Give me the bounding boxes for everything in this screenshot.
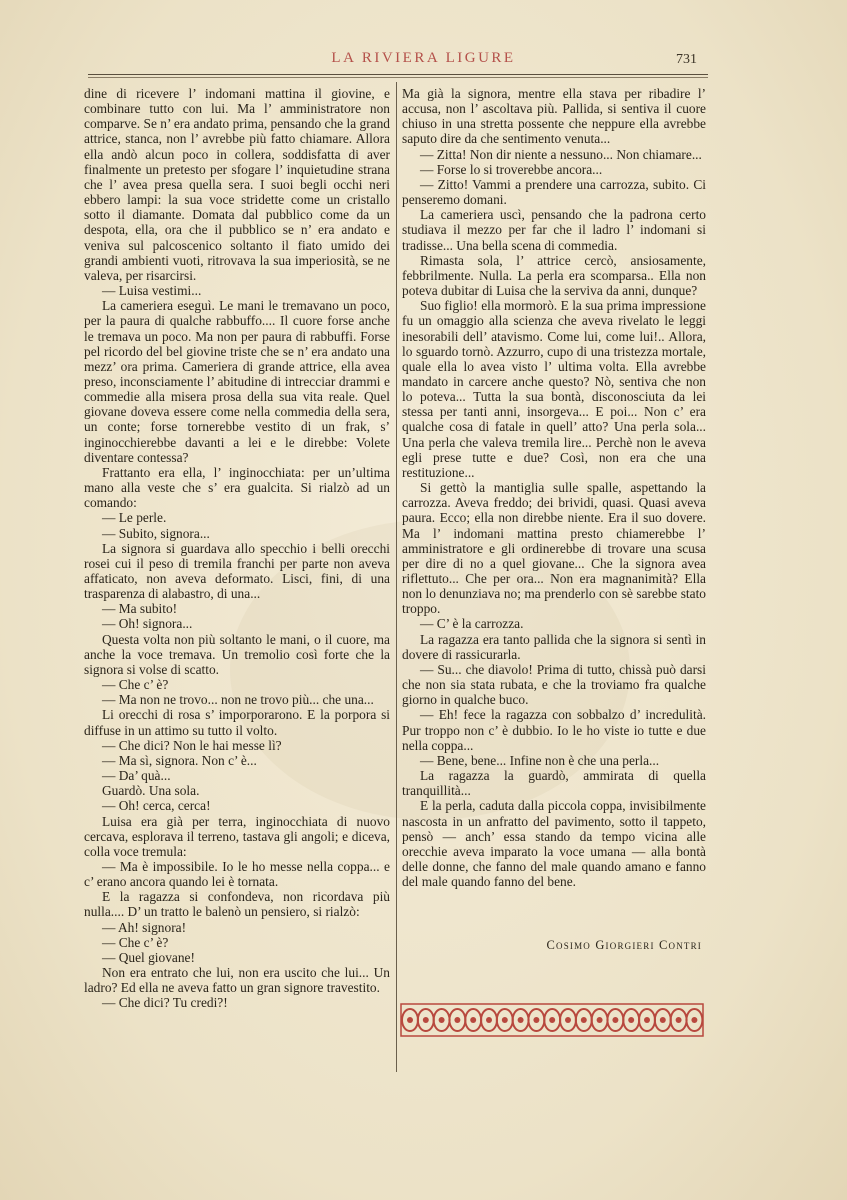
paragraph: — C’ è la carrozza. [420, 616, 524, 632]
paragraph: — Da’ quà... [102, 768, 171, 784]
paragraph: Questa volta non più soltanto le mani, o il cuore, ma anche la voce tremava. Un tremolio così forte che la signora si volse di scatto. [84, 631, 390, 677]
paragraph: — Ma è impossibile. Io le ho messe nella coppa... e c’ erano ancora quando lei è tornata. [84, 858, 390, 890]
paragraph: — Ma sì, signora. Non c’ è... [102, 752, 257, 768]
paragraph: — Zitto! Vammi a prendere una carrozza, subito. Ci penseremo domani. [402, 176, 706, 208]
paragraph: Luisa era già per terra, inginocchiata di nuovo cercava, esplorava il terreno, tastava gli angoli; e diceva, colla voce tremula: [84, 813, 390, 859]
paragraph: — Che c’ è? [102, 677, 169, 693]
paragraph: Suo figlio! ella mormorò. E la sua prima impressione fu un omaggio alla scienza che aveva rivelato le leggi inesorabili dell’ atavismo. Come lui, come lui!.. Allora, lo sguardo tornò. Azzurro, cupo di una tristezza mortale, quale ella lo avea visto l’ ultima volta. Ella avrebbe mandato in carcere anche questo? Nò, sentiva che non lo poteva... Tutta la sua bontà, disconosciuta da lei stessa per tanti anni, insorgeva... E poi... Non c’ era qualche cosa di fatale in quell’ atto? Una perla sola... Una perla che valeva tremila lire... Perchè non le aveva egli prese tutte e due? Così, non era che una restituzione... [402, 298, 706, 480]
paragraph: dine di ricevere l’ indomani mattina il giovine, e combinare tutto con lui. Ma l’ amministratore non comparve. Se n’ era andato prima, pensando che la grand attrice, stanca, non l’ avrebbe più fatto chiamare. Allora ella andò alcun poco in collera, soddisfatta di aver finalmente un pretesto per sfogare l’ inquietudine strana che l’ avea presa quella sera. I suoi begli occhi neri ebbero lampi: la sua voce stridette come un cristallo sotto il diamante. Domata dal pubblico come da un despota, ella, ora che il pubblico se n’ era andato e veniva sul palcoscenico soltanto il fiato umido dei grandi ambienti vuoti, ritrovava la sua imperiosità, se ne valeva, per risarcirsi. [84, 86, 390, 283]
paragraph: Li orecchi di rosa s’ imporporarono. E la porpora si diffuse in un attimo su tutto il volto. [84, 707, 390, 738]
paragraph: — Bene, bene... Infine non è che una perla... [420, 752, 660, 768]
paragraph: — Su... che diavolo! Prima di tutto, chissà può darsi che non sia stata rubata, e che la troviamo fra qualche giorno in qualche buco. [402, 661, 706, 708]
paragraph: Guardò. Una sola. [102, 783, 200, 799]
paragraph: — Ma subito! [102, 601, 178, 617]
paragraph: — Ah! signora! [102, 919, 187, 935]
text-column-right [402, 86, 706, 889]
paragraph: Rimasta sola, l’ attrice cercò, ansiosamente, febbrilmente. Nulla. La perla era scomparsa.. Ella non poteva dubitar di Luisa che la serviva da anni, dunque? [402, 252, 706, 299]
paragraph: — Le perle. [102, 510, 167, 526]
paragraph: La ragazza era tanto pallida che la signora si sentì in dovere di rassicurarla. [402, 631, 706, 662]
paragraph: — Quel giovane! [102, 949, 195, 965]
paragraph: E la ragazza si confondeva, non ricordava più nulla.... D’ un tratto le balenò un pensiero, si rialzò: [84, 889, 390, 920]
paragraph: La cameriera uscì, pensando che la padrona certo studiava il mezzo per far che il ladro l’ indomani si tradisse... Una bella scena di commedia. [402, 207, 706, 253]
paragraph: E la perla, caduta dalla piccola coppa, invisibilmente nascosta in un anfratto del pavimento, sotto il tappeto, pensò — anch’ essa stando da tempo vicina alle orecchie aveva imparato la voce umana — alla bontà delle donne, che fanno del male quando amano e fanno del male quando fanno del bene. [402, 798, 706, 890]
author-signature: Cosimo Giorgieri Contri [546, 938, 702, 952]
header-rule [88, 74, 708, 75]
paragraph: — Zitta! Non dir niente a nessuno... Non chiamare... [420, 146, 702, 162]
paragraph: — Eh! fece la ragazza con sobbalzo d’ incredulità. Pur troppo non c’ è dubbio. Io le ho viste io tutte e due nella coppa... [402, 707, 706, 753]
paragraph: — Oh! signora... [102, 616, 193, 632]
publication-title: LA RIVIERA LIGURE [331, 50, 516, 66]
column-divider [396, 82, 397, 1072]
paragraph: — Che dici? Non le hai messe lì? [102, 737, 282, 753]
paragraph: La cameriera eseguì. Le mani le tremavano un poco, per la paura di qualche rabbuffo.... Il cuore forse anche le tremava un poco. Ma non per paura di rabbuffi. Forse pel ricordo del bel giovine triste che se n’ era andato una mezz’ ora prima. Cameriera di grande attrice, ella avea preso, inconsciamente l’ abitudine di intrecciar drammi e commedie alla misera prosa della sua vita reale. Quel giovane doveva essere come nella commedia della sera, un conte; forse tornerebbe vestito di un frak, s’ inginocchierebbe davanti a lei e le direbbe: Volete diventare contessa? [84, 298, 390, 465]
paragraph: — Che c’ è? [102, 934, 169, 950]
paragraph: La ragazza la guardò, ammirata di quella tranquillità... [402, 768, 706, 799]
text-column-left [84, 86, 390, 1011]
page-number: 731 [676, 52, 697, 67]
paragraph: — Ma non ne trovo... non ne trovo più... che una... [102, 692, 374, 708]
paragraph: — Oh! cerca, cerca! [102, 798, 211, 814]
paragraph: Si gettò la mantiglia sulle spalle, aspettando la carrozza. Aveva freddo; dei brividi, quasi. Quasi aveva paura. Ecco; ella non direbbe niente. Era il suo dovere. Ma l’ indomani mattina presto chiamerebbe l’ amministratore e gli ordinerebbe di trovare una scusa per dire di no a quel giovane... Che la signora avea riflettuto... Che per ora... Non era magnanimità? Ella non lo denunziava no; ma prenderlo con sè sarebbe stato troppo. [402, 480, 706, 617]
paragraph: Non era entrato che lui, non era uscito che lui... Un ladro? Ed ella ne aveva fatto un gran signore travestito. [84, 965, 390, 996]
paragraph: — Che dici? Tu credi?! [102, 995, 228, 1011]
paragraph: Ma già la signora, mentre ella stava per ribadire l’ accusa, non l’ ascoltava più. Pallida, si sentiva il cuore chiuso in una stretta possente che neppure ella avrebbe saputo dire da che sentimento venuta... [402, 86, 706, 147]
ornamental-border-icon [400, 1003, 704, 1037]
paragraph: — Subito, signora... [102, 525, 210, 541]
paragraph: Frattanto era ella, l’ inginocchiata: per un’ultima mano alla veste che s’ era gualcita. Si rialzò ad un comando: [84, 464, 390, 511]
paragraph: La signora si guardava allo specchio i belli orecchi rosei cui il peso di tremila franchi per parte non aveva affaticato, non aveva deformato. Lisci, fini, di una trasparenza di alabastro, di una... [84, 540, 390, 602]
paragraph: — Luisa vestimi... [102, 283, 202, 299]
header-rule-secondary [88, 77, 708, 78]
paragraph: — Forse lo si troverebbe ancora... [420, 161, 603, 177]
